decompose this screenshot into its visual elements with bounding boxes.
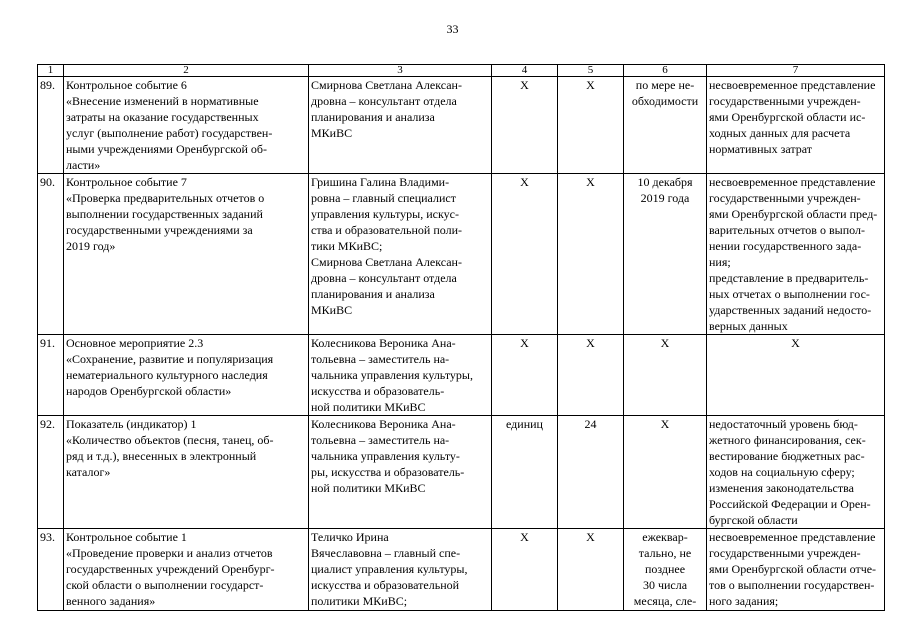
deadline-cell: ежеквар- тально, не позднее 30 числа месяца, сле-: [624, 529, 707, 611]
table-row: [38, 174, 885, 335]
table-row: [38, 77, 885, 174]
column-header: 3: [309, 65, 492, 77]
column-header: 4: [492, 65, 558, 77]
responsible-cell: Колесникова Вероника Ана- тольевна – заместитель на- чальника управления культуры, искусства и образователь- ной политики МКиВС: [309, 335, 492, 416]
table-row: [38, 416, 885, 529]
value-cell: Х: [558, 529, 624, 611]
deadline-cell: Х: [624, 416, 707, 529]
row-number: 90.: [38, 174, 64, 335]
row-number: 93.: [38, 529, 64, 611]
unit-cell: Х: [492, 335, 558, 416]
column-header: 2: [64, 65, 309, 77]
column-header: 7: [707, 65, 885, 77]
plan-table: [37, 64, 885, 611]
page-number: 33: [446, 22, 459, 36]
risk-cell: недостаточный уровень бюд- жетного финансирования, сек- вестирование бюджетных рас- ходов на социальную сферу; изменения законодательства Российской Федерации и Орен- бургской области: [707, 416, 885, 529]
unit-cell: Х: [492, 529, 558, 611]
value-cell: Х: [558, 335, 624, 416]
unit-cell: Х: [492, 77, 558, 174]
event-cell: Контрольное событие 6 «Внесение изменений в нормативные затраты на оказание государственных услуг (выполнение работ) государствен- ными учреждениями Оренбургской об- ласти»: [64, 77, 309, 174]
column-header: 6: [624, 65, 707, 77]
table-row: [38, 335, 885, 416]
column-header: 1: [38, 65, 64, 77]
risk-cell: Х: [707, 335, 885, 416]
header-row: [38, 65, 885, 77]
unit-cell: единиц: [492, 416, 558, 529]
deadline-cell: 10 декабря 2019 года: [624, 174, 707, 335]
value-cell: 24: [558, 416, 624, 529]
risk-cell: несвоевременное представление государственными учрежден- ями Оренбургской области пред- варительных отчетов о выпол- нении государственного зада- ния; представление в предваритель- ных отчетах о выполнении гос- ударственных заданий недосто- верных данных: [707, 174, 885, 335]
deadline-cell: Х: [624, 335, 707, 416]
event-cell: Основное мероприятие 2.3 «Сохранение, развитие и популяризация нематериального культурного наследия народов Оренбургской области»: [64, 335, 309, 416]
row-number: 92.: [38, 416, 64, 529]
value-cell: Х: [558, 77, 624, 174]
deadline-cell: по мере не- обходимости: [624, 77, 707, 174]
responsible-cell: Теличко Ирина Вячеславовна – главный спе- циалист управления культуры, искусства и образовательной политики МКиВС;: [309, 529, 492, 611]
event-cell: Контрольное событие 7 «Проверка предварительных отчетов о выполнении государственных заданий государственными учреждениями за 2019 год»: [64, 174, 309, 335]
unit-cell: Х: [492, 174, 558, 335]
risk-cell: несвоевременное представление государственными учрежден- ями Оренбургской области отче- тов о выполнении государствен- ного задания;: [707, 529, 885, 611]
table-row: [38, 529, 885, 611]
column-header: 5: [558, 65, 624, 77]
risk-cell: несвоевременное представление государственными учрежден- ями Оренбургской области ис- ходных данных для расчета нормативных затрат: [707, 77, 885, 174]
row-number: 89.: [38, 77, 64, 174]
value-cell: Х: [558, 174, 624, 335]
row-number: 91.: [38, 335, 64, 416]
event-cell: Показатель (индикатор) 1 «Количество объектов (песня, танец, об- ряд и т.д.), внесенных в электронный каталог»: [64, 416, 309, 529]
event-cell: Контрольное событие 1 «Проведение проверки и анализ отчетов государственных учреждений Оренбург- ской области о выполнении государст- венного задания»: [64, 529, 309, 611]
responsible-cell: Колесникова Вероника Ана- тольевна – заместитель на- чальника управления культу- ры, искусства и образователь- ной политики МКиВС: [309, 416, 492, 529]
responsible-cell: Гришина Галина Владими- ровна – главный специалист управления культуры, искус- ства и образовательной поли- тики МКиВС; Смирнова Светлана Алексан- дровна – консультант отдела планирования и анализа МКиВС: [309, 174, 492, 335]
responsible-cell: Смирнова Светлана Алексан- дровна – консультант отдела планирования и анализа МКиВС: [309, 77, 492, 174]
